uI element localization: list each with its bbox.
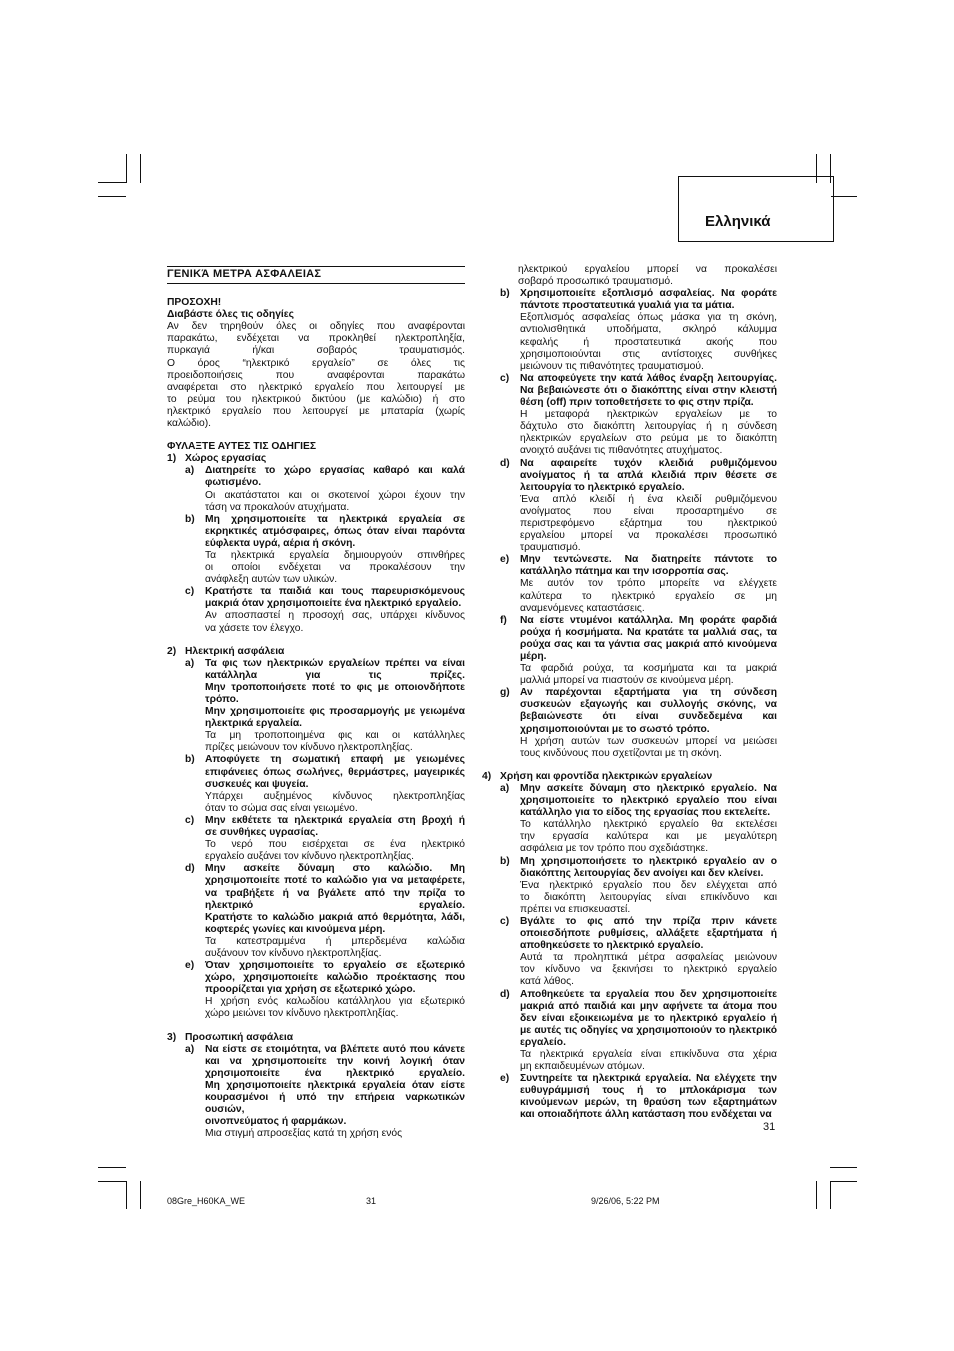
crop-mark [98, 182, 126, 183]
item-label: b) [185, 754, 195, 766]
bold-line: δεν είναι εξοικειωμένα με το ηλεκτρικό εργαλείο ή [520, 1012, 777, 1024]
bold-line: κουρασμένοι ή υπό την επήρεια ναρκωτικών ουσιών, [205, 1092, 465, 1116]
text-line: ανοιχτό αυξάνει τις πιθανότητες ατυχήματος. [520, 445, 723, 457]
text-line: μη εκπαιδευμένων ατόμων. [520, 1061, 645, 1073]
text-line: Εξοπλισμός ασφαλείας όπως μάσκα για τη σκόνη, [520, 312, 777, 324]
bold-line: χρησιμοποιείτε ποτέ το καλώδιο για να μεταφέρετε, [205, 875, 465, 887]
bold-line: Όταν χρησιμοποιείτε το εργαλείο σε εξωτερικό [205, 960, 465, 972]
item-label: c) [500, 915, 510, 927]
crop-mark [140, 154, 141, 183]
item-label: e) [500, 554, 510, 566]
text-line: αναφέρεται στο ηλεκτρικό εργαλείο που λειτουργεί με [167, 381, 465, 393]
bold-line: ηλεκτρικό εργαλείο. [205, 899, 465, 911]
list-item [500, 554, 777, 614]
list-item [185, 863, 465, 960]
bold-line: ρούχα ή κοσμήματα. Να κρατάτε τα μαλλιά σας, τα [520, 626, 777, 638]
crop-mark [98, 1181, 126, 1182]
bold-line: λειτουργία το ηλεκτρικό εργαλείο. [520, 481, 685, 493]
text-line: περιστρεφόμενο εξάρτημα του ηλεκτρικού [520, 517, 777, 529]
item-text [205, 960, 465, 1020]
bold-line: να τραβήξετε ή να βγάλετε από την πρίζα το [205, 887, 465, 899]
text-line: κατά λάθος. [520, 976, 574, 988]
bold-line: κοφτερές γωνίες και κινούμενα μέρη. [205, 923, 386, 935]
item-text [205, 465, 465, 513]
text-line: Οι ακατάστατοι και οι σκοτεινοί χώροι έχουν την [205, 489, 465, 501]
text-line: πυρκαγιά ή/και σοβαρός τραυματισμός. [167, 345, 465, 357]
text-line: τους κινδύνους που σχετίζονται με τη σκόνη. [520, 747, 722, 759]
text-line: οι οποίοι ενδέχεται να προκαλέσουν την [205, 562, 465, 574]
section-title-text: Χώρος εργασίας [185, 453, 267, 465]
item-label: d) [500, 457, 510, 469]
bold-line: Μην εκθέτετε τα ηλεκτρικά εργαλεία στη βροχή ή [205, 814, 465, 826]
item-label: a) [500, 782, 510, 794]
text-line: Το κατάλληλο ηλεκτρικό εργαλείο θα εκτελέσει [520, 819, 777, 831]
item-label: c) [185, 814, 195, 826]
list-item [500, 458, 777, 555]
text-line: ηλεκτρικών εργαλείων στο ρεύμα με το διακόπτη [520, 433, 777, 445]
item-label: b) [500, 288, 510, 300]
bold-line: συσκευών εξαγωγής και συλλογής σκόνης, να [520, 699, 777, 711]
bold-line: προορίζεται για χρήση σε εξωτερικό χώρο. [205, 984, 416, 996]
section-items [167, 1044, 465, 1141]
text-line: σοβαρό προσωπικό τραυματισμό. [518, 276, 673, 288]
language-tab [678, 176, 834, 242]
list-item [185, 586, 465, 634]
bold-line: διακόπτης λειτουργίας δεν ανοίγει και δεν κλείνει. [520, 867, 764, 879]
item-label: g) [500, 687, 510, 699]
list-item [500, 1073, 777, 1121]
bold-line: Μην χρησιμοποιείτε φις προσαρμογής με γειωμένα [205, 706, 465, 718]
bold-line: και οποιαδήποτε άλλη κατάσταση που ενδέχεται να [520, 1109, 772, 1121]
text-line: ασφάλεια με τον τρόπο που σχεδιάστηκε. [520, 843, 709, 855]
bold-line: εκρηκτικές ατμόσφαιρες, όπως όταν είναι παρόντα [205, 525, 465, 537]
text-line: χώρο μειώνει τον κίνδυνο ηλεκτροπληξίας. [205, 1008, 399, 1020]
bold-line: Να αφαιρείτε τυχόν κλειδιά ρυθμιζόμενου [520, 457, 777, 469]
bold-line: Κρατήστε το καλώδιο μακριά από θερμότητα, λάδι, [205, 911, 465, 923]
text-line: Ένα ηλεκτρικό εργαλείο που δεν ελέγχεται από [520, 879, 777, 891]
warning-title: ΠΡΟΣΟΧΗ! [167, 297, 222, 309]
bold-line: βεβαιώνεστε ότι είναι συνδεδεμένα και [520, 711, 777, 723]
text-line: καλύτερα το ηλεκτρικό εργαλείο σε μη [520, 590, 777, 602]
text-line: Η μεταφορά ηλεκτρικών εργαλείων με το [520, 409, 777, 421]
section-title-text: Χρήση και φροντίδα ηλεκτρικών εργαλείων [500, 770, 713, 782]
text-line: Μια στιγμή απροσεξίας κατά τη χρήση ενός [205, 1128, 403, 1140]
text-line: το διακόπτη λειτουργίας είναι επικίνδυνο και [520, 891, 777, 903]
text-line: Τα μη τροποποιημένα φις και οι κατάλληλες [205, 730, 465, 742]
bold-line: τρόπο. [205, 694, 239, 705]
bold-line: χρησιμοποιείτε το ηλεκτρικό εργαλείο που είναι [520, 795, 777, 807]
list-item [500, 783, 777, 856]
item-text [520, 856, 777, 916]
item-text [520, 615, 777, 688]
list-item [185, 960, 465, 1020]
bold-line: Κρατήστε τα παιδιά και τους παρευρισκόμενους [205, 586, 465, 598]
bold-line: εύφλεκτα υγρά, αέρια ή σκόνη. [205, 537, 356, 549]
item-text [205, 658, 465, 755]
right-column [482, 264, 777, 1122]
section-heading: ΓΕΝΙΚΆ ΜΕΤΡΑ ΑΣΦΑΛΕΙΑΣ [167, 266, 465, 284]
bold-line: πάντοτε προστατευτικά γυαλιά για τα μάτια. [520, 300, 735, 312]
bold-line: μακριά από παιδιά και μην αφήνετε τα άτομα που [520, 1000, 777, 1012]
bold-line: ρούχα σας και τα γάντια σας μακριά από κινούμενα [520, 638, 777, 650]
list-item [500, 916, 777, 989]
list-item [185, 754, 465, 814]
item-text [520, 916, 777, 989]
crop-mark [830, 1181, 857, 1182]
footer-filename: 08Gre_H60KA_WE [167, 1196, 246, 1206]
text-line: Τα ηλεκτρικά εργαλεία δημιουργούν σπινθήρες [205, 549, 465, 561]
bold-line: και να χρησιμοποιείτε την κοινή λογική όταν [205, 1055, 465, 1067]
section-number: 4) [482, 770, 492, 782]
left-column [167, 266, 465, 1140]
crop-mark [830, 1181, 831, 1209]
text-line: Ένα απλό κλειδί ή ένα κλειδί ρυθμιζόμενου [520, 493, 777, 505]
bold-line: Να είστε σε ετοιμότητα, να βλέπετε αυτό που κάνετε [205, 1043, 465, 1055]
item-label: e) [500, 1073, 510, 1085]
section-items [167, 465, 465, 634]
text-line: εργαλείου μπορεί να προκαλέσει προσωπικό [520, 530, 777, 542]
text-line: ανοίγματος που είναι προσαρτημένο σε [520, 505, 777, 517]
text-line: προειδοποιήσεις που αναφέρονται παρακάτω [167, 369, 465, 381]
crop-mark [98, 1167, 126, 1168]
text-line: Τα φαρδιά ρούχα, τα κοσμήματα και τα μακριά [520, 663, 777, 675]
item-text [520, 989, 777, 1074]
bold-line: Μην τεντώνεστε. Να διατηρείτε πάντοτε το [520, 554, 777, 566]
text-line: πρίζες μειώνουν τον κίνδυνο ηλεκτροπληξίας. [205, 742, 413, 754]
bold-line: θέση (off) πριν τοποθετήσετε το φις στην πρίζα. [520, 397, 754, 409]
list-item [500, 687, 777, 760]
item-label: e) [185, 960, 195, 972]
text-line: Με αυτόν τον τρόπο μπορείτε να ελέγχετε [520, 578, 777, 590]
item-text [520, 554, 777, 614]
bold-line: φωτισμένο. [205, 477, 262, 489]
text-line: μειώνουν τις πιθανότητες τραυματισμού. [520, 360, 704, 372]
bold-line: χρησιμοποιούνται με το σωστό τρόπο. [520, 723, 710, 735]
bold-line: χώρο, χρησιμοποιείτε καλώδιο προέκτασης που [205, 972, 465, 984]
text-line: ανάφλεξη αυτών των υλικών. [205, 574, 338, 586]
bold-line: Αν παρέχονται εξαρτήματα για τη σύνδεση [520, 687, 777, 699]
list-item [500, 288, 777, 373]
text-line: τραυματισμό. [520, 542, 581, 554]
text-line: αντιολισθητικά υποδήματα, σκληρό κάλυμμα [520, 324, 777, 336]
text-line: Τα ηλεκτρικά εργαλεία είναι επικίνδυνα στα χέρια [520, 1049, 777, 1060]
item-label: b) [185, 513, 195, 525]
bold-line: κατάλληλο για το είδος της εργασίας που εκτελείτε. [520, 807, 771, 819]
bold-line: χρησιμοποιείτε ένα ηλεκτρικό εργαλείο. [205, 1067, 465, 1079]
bold-line: Αποφύγετε τη σωματική επαφή με γειωμένες [205, 754, 465, 766]
bold-line: Αποθηκεύετε τα εργαλεία που δεν χρησιμοποιείτε [520, 988, 777, 1000]
item-text [520, 687, 777, 760]
item-text [205, 514, 465, 587]
section-personal-safety-cont [482, 288, 777, 760]
section-number: 3) [167, 1031, 177, 1043]
crop-mark [126, 154, 127, 183]
text-line: παρακάτω, ενδέχεται να προκληθεί ηλεκτροπληξία, [167, 333, 465, 345]
bold-line: συσκευές και ψυγεία. [205, 778, 309, 790]
crop-mark [126, 1181, 127, 1209]
section-items [167, 658, 465, 1021]
section-tool-use-care [482, 771, 777, 1122]
section-title [482, 771, 777, 783]
text-line: τάση να προκαλούν ατυχήματα. [205, 501, 350, 513]
bold-line: επιφάνειες όπως σωλήνες, θερμάστρες, μαγειρικές [205, 766, 465, 778]
bold-line: Μην ασκείτε δύναμη στο ηλεκτρικό εργαλείο. Να [520, 782, 777, 794]
bold-line: κατάλληλα για τις πρίζες. [205, 669, 465, 681]
section-personal-safety [167, 1032, 465, 1141]
item-label: b) [500, 855, 510, 867]
item-label: c) [185, 586, 195, 598]
text-line: τον κίνδυνο να ξεκινήσει το ηλεκτρικό εργαλείο [520, 964, 777, 976]
bold-line: ανοίγματος ή τα απλά κλειδιά πριν θέσετε σε [520, 469, 777, 481]
bold-line: ευθυγράμμισή τους ή το μπλοκάρισμα των [520, 1085, 777, 1097]
text-line: αναμενόμενες καταστάσεις. [520, 602, 645, 614]
bold-line: Να αποφεύγετε την κατά λάθος έναρξη λειτουργίας. [520, 372, 777, 384]
list-item [185, 514, 465, 587]
bold-line: Χρησιμοποιείτε εξοπλισμό ασφαλείας. Να φοράτε [520, 288, 777, 300]
item-label: a) [185, 1043, 195, 1055]
text-line: ηλεκτρικό εργαλείο που λειτουργεί με μπαταρία (χωρίς [167, 405, 465, 417]
item-text [205, 863, 465, 960]
bold-line: κατάλληλο πάτημα και την ισορροπία σας. [520, 566, 729, 578]
text-line: Αυτά τα προληπτικά μέτρα ασφαλείας μειώνουν [520, 952, 777, 964]
text-line: Αν δεν τηρηθούν όλες οι οδηγίες που αναφέρονται [167, 321, 465, 333]
item-label: d) [500, 988, 510, 1000]
section-number: 2) [167, 645, 177, 657]
section-items [482, 783, 777, 1122]
bold-line: Συντηρείτε τα ηλεκτρικά εργαλεία. Να ελέγχετε την [520, 1073, 777, 1085]
item-text [205, 815, 465, 863]
crop-mark [830, 1167, 857, 1168]
crop-mark [831, 196, 857, 197]
text-line: Υπάρχει αυξημένος κίνδυνος ηλεκτροπληξίας [205, 790, 465, 802]
list-item [185, 658, 465, 755]
text-line: όταν το σώμα σας είναι γειωμένο. [205, 802, 358, 814]
text-line: χρησιμοποιούνται στις αντίστοιχες συνθήκες [520, 348, 777, 360]
section-number: 1) [167, 453, 177, 465]
footer-timestamp: 9/26/06, 5:22 PM [591, 1196, 660, 1206]
text-line: Η χρήση αυτών των συσκευών μπορεί να μειώσει [520, 735, 777, 747]
continued-text [482, 264, 777, 288]
bold-line: σε συνθήκες υγρασίας. [205, 827, 319, 839]
bold-line: ηλεκτρικά εργαλεία. [205, 718, 303, 730]
bold-line: μέρη. [520, 651, 547, 662]
item-label: d) [185, 863, 195, 875]
item-label: f) [500, 614, 507, 626]
crop-mark [98, 196, 126, 197]
item-text [520, 458, 777, 555]
crop-mark [140, 1181, 141, 1209]
bold-line: μακριά όταν χρησιμοποιείτε ένα ηλεκτρικό εργαλείο. [205, 598, 462, 610]
section-work-area [167, 453, 465, 634]
section-title [167, 1032, 465, 1044]
list-item [500, 856, 777, 916]
bold-line: κινούμενων μερών, τη θραύση των εξαρτημάτων [520, 1097, 777, 1109]
section-title [167, 646, 465, 658]
item-text [520, 783, 777, 856]
language-tab-label: Ελληνικά [705, 213, 771, 230]
item-text [205, 754, 465, 814]
list-item [185, 465, 465, 513]
section-title-text: Προσωπική ασφάλεια [185, 1031, 294, 1043]
item-text [205, 1044, 465, 1141]
bold-line: Μη χρησιμοποιείτε ηλεκτρικά εργαλεία όταν είστε [205, 1079, 465, 1091]
intro-paragraph [167, 321, 465, 430]
list-item [500, 373, 777, 458]
bold-line: Να είστε ντυμένοι κατάλληλα. Μη φοράτε φαρδιά [520, 614, 777, 626]
bold-line: Μη χρησιμοποιήσετε το ηλεκτρικό εργαλείο αν ο [520, 855, 777, 867]
text-line: να χάσετε τον έλεγχο. [205, 622, 304, 634]
bold-line: Μην τροποποιήσετε ποτέ το φις με οποιονδήποτε [205, 681, 465, 693]
section-title-text: Ηλεκτρική ασφάλεια [185, 645, 285, 657]
bold-line: αποθηκεύσετε το ηλεκτρικό εργαλείο. [520, 940, 704, 952]
text-line: αυξάνουν τον κίνδυνο ηλεκτροπληξίας. [205, 947, 382, 959]
warning-subtitle: Διαβάστε όλες τις οδηγίες [167, 309, 295, 321]
text-line: Τα κατεστραμμένα ή μπερδεμένα καλώδια [205, 935, 465, 947]
section-electrical-safety [167, 646, 465, 1021]
item-text [520, 1073, 777, 1121]
item-label: a) [185, 465, 195, 477]
text-line: μαλλιά μπορεί να πιαστούν σε κινούμενα μέρη. [520, 675, 734, 687]
list-item [185, 1044, 465, 1141]
text-line: καλώδιο). [167, 418, 212, 430]
bold-line: οινοπνεύματος ή φαρμάκων. [205, 1116, 347, 1128]
bold-line: Να βεβαιώνεστε ότι ο διακόπτης είναι στην κλειστή [520, 384, 777, 396]
text-line: εργαλείο αυξάνει τον κίνδυνο ηλεκτροπληξίας. [205, 851, 415, 863]
item-text [520, 373, 777, 458]
bold-line: Διατηρείτε το χώρο εργασίας καθαρό και καλά [205, 465, 465, 477]
section-title [167, 453, 465, 465]
text-line: Το νερό που εισέρχεται σε ένα ηλεκτρικό [205, 839, 465, 851]
keep-instructions-title: ΦΥΛΑΞΤΕ ΑΥΤΕΣ ΤΙΣ ΟΔΗΓΙΕΣ [167, 441, 317, 453]
page-number: 31 [763, 1121, 776, 1133]
text-line: Αν αποσπαστεί η προσοχή σας, υπάρχει κίνδυνος [205, 610, 465, 622]
text-line: κεφαλής ή προστατευτικά ακοής που [520, 336, 777, 348]
bold-line: με αυτές τις οδηγίες να χρησιμοποιούν το ηλεκτρικό [520, 1024, 777, 1036]
list-item [185, 815, 465, 863]
bold-line: Βγάλτε το φις από την πρίζα πριν κάνετε [520, 915, 777, 927]
item-text [520, 288, 777, 373]
bold-line: εργαλείο. [520, 1036, 566, 1048]
bold-line: Μη χρησιμοποιείτε τα ηλεκτρικά εργαλεία σε [205, 513, 465, 525]
text-line: πρέπει να επισκευαστεί. [520, 903, 631, 915]
text-line: το ρεύμα του ηλεκτρικού δικτύου (με καλώδιο) ή στο [167, 393, 465, 405]
text-line: ηλεκτρικού εργαλείου μπορεί να προκαλέσει [518, 264, 777, 275]
bold-line: Τα φις των ηλεκτρικών εργαλείων πρέπει να είναι [205, 657, 465, 669]
text-line: την εργασία καλύτερα και με μεγαλύτερη [520, 831, 777, 843]
bold-line: Μην ασκείτε δύναμη στο καλώδιο. Μη [205, 863, 465, 875]
list-item [500, 989, 777, 1074]
item-text [205, 586, 465, 634]
item-label: c) [500, 372, 510, 384]
item-label: a) [185, 657, 195, 669]
footer-page: 31 [366, 1196, 377, 1206]
text-line: Ο όρος “ηλεκτρικό εργαλείο” σε όλες τις [167, 357, 465, 369]
bold-line: οποιεσδήποτε ρυθμίσεις, αλλάξετε εξαρτήματα ή [520, 928, 777, 940]
crop-mark [816, 1181, 817, 1209]
list-item [500, 615, 777, 688]
text-line: δάχτυλο στο διακόπτη λειτουργίας ή η σύνδεση [520, 421, 777, 433]
text-line: Η χρήση ενός καλωδίου κατάλληλου για εξωτερικό [205, 996, 465, 1008]
